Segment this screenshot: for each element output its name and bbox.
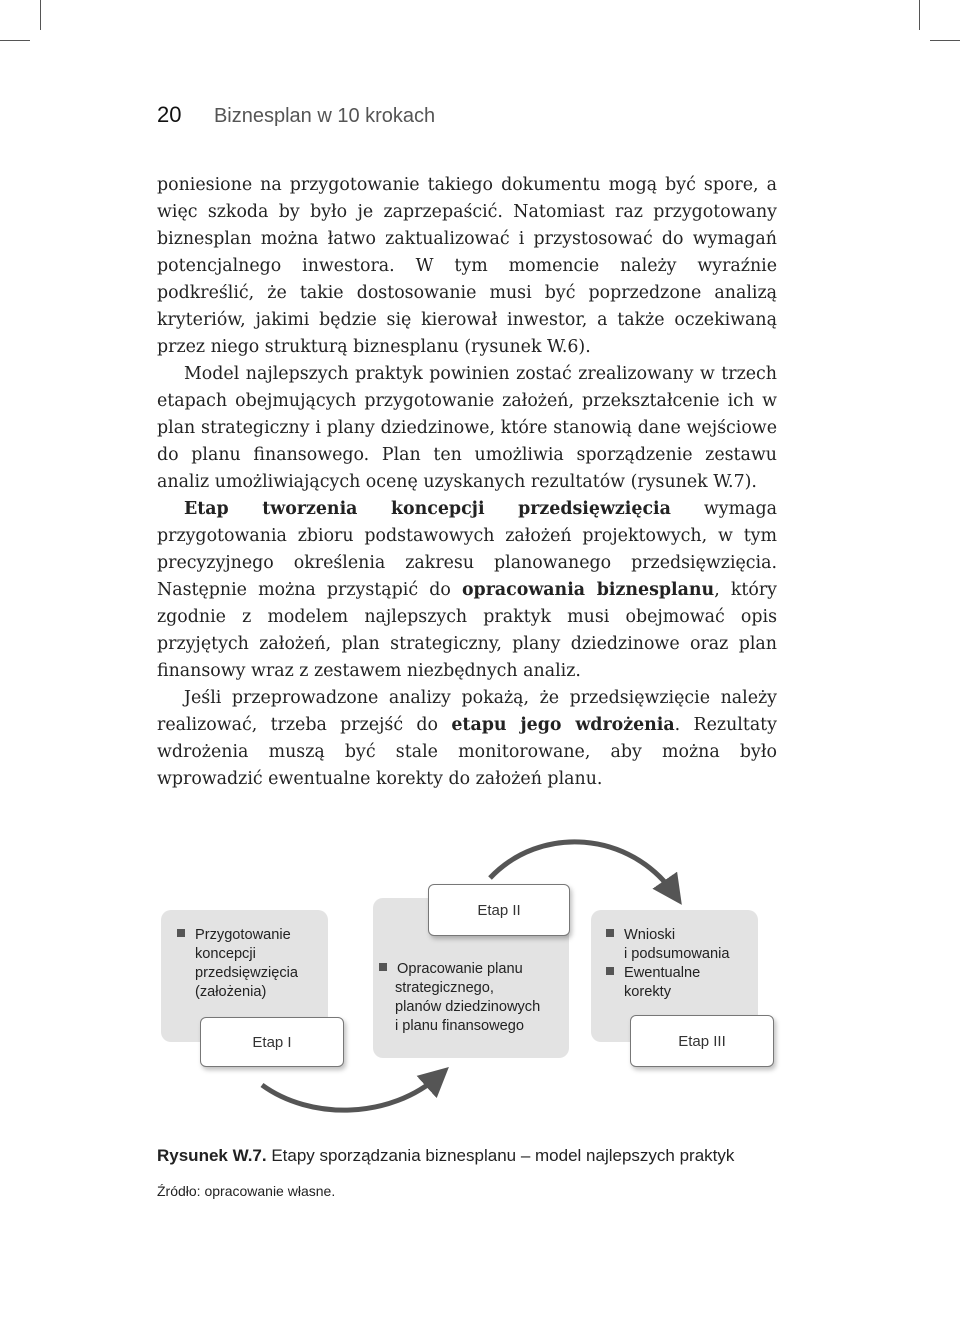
bullet-item: Opracowanie planu: [379, 960, 540, 979]
stage-1-bullets: [177, 926, 298, 1002]
page-number: 20: [157, 102, 182, 127]
bullet-text: koncepcji: [195, 946, 256, 962]
paragraph-text: Jeśli przeprowadzone analizy pokażą, że przedsięwzięcie należy realizować, trzeba przejść do: [157, 688, 777, 735]
bullet-item: Ewentualne: [606, 964, 729, 983]
crop-mark: [0, 40, 30, 41]
crop-mark: [930, 40, 960, 41]
paragraph-1: poniesione na przygotowanie takiego dokumentu mogą być spore, a więc szkoda by było je zaprzepaścić. Natomiast raz przygotowany biznesplan można łatwo zaktualizować i przystosować do wymagań potencjalnego inwestora. W tym momencie należy wyraźnie podkreślić, że takie dostosowanie musi być poprzedzone analizą kryteriów, jakimi będzie się kierował inwestor, a także oczekiwaną przez niego strukturą biznesplanu (rysunek W.6).: [157, 175, 777, 357]
stage-2-label: Etap II: [428, 884, 570, 936]
caption-label: Rysunek W.7.: [157, 1146, 267, 1165]
paragraph-text: , który zgodnie z modelem najlepszych praktyk musi obejmować opis przyjętych założeń, plan strategiczny, plany dziedzinowe oraz plan finansowy wraz z zestawem niezbędnych analiz.: [157, 580, 777, 681]
bullet-text: planów dziedzinowych: [395, 999, 541, 1015]
paragraph-4: [157, 685, 777, 793]
bullet-text: i podsumowania: [624, 946, 730, 962]
paragraph-3: [157, 496, 777, 685]
bold-term: opracowania biznesplanu: [461, 580, 715, 600]
bullet-text: i planu finansowego: [395, 1018, 525, 1034]
bold-term: Etap tworzenia koncepcji przedsięwzięcia: [184, 499, 671, 519]
bullet-text: strategicznego,: [395, 980, 494, 996]
body-text: [157, 172, 777, 793]
stage-3-label: Etap III: [630, 1015, 774, 1067]
bullet-text: przedsięwzięcia: [195, 965, 299, 981]
arrow-stage1-to-stage2: [262, 1075, 440, 1110]
stage-2-bullets: [379, 960, 540, 1036]
running-header: [157, 102, 435, 128]
bullet-item: Wnioski: [606, 926, 729, 945]
bold-term: etapu jego wdrożenia: [451, 715, 675, 735]
crop-mark: [40, 0, 41, 30]
square-bullet-icon: [606, 929, 614, 937]
square-bullet-icon: [606, 967, 614, 975]
bullet-item: Przygotowanie: [177, 926, 298, 945]
crop-mark: [919, 0, 920, 30]
paragraph-text: wymaga przygotowania zbioru podstawowych założeń projektowych, w tym precyzyjnego określenia zakresu planowanego przedsięwzięcia. Następnie można przystąpić do: [157, 499, 777, 600]
running-title: Biznesplan w 10 krokach: [213, 105, 436, 127]
square-bullet-icon: [177, 929, 185, 937]
bullet-text: korekty: [624, 984, 672, 1000]
figure-caption: [157, 1146, 734, 1166]
stage-1-label: Etap I: [200, 1017, 344, 1067]
bullet-text: (założenia): [195, 984, 267, 1000]
figure-source: Źródło: opracowanie własne.: [157, 1183, 336, 1199]
square-bullet-icon: [379, 963, 387, 971]
stage-3-bullets: [606, 926, 729, 1002]
caption-text: Etapy sporządzania biznesplanu – model najlepszych praktyk: [266, 1146, 735, 1165]
paragraph-2: Model najlepszych praktyk powinien zostać zrealizowany w trzech etapach obejmujących przygotowanie założeń, przekształcenie ich w plan strategiczny i plany dziedzinowe, które stanowią dane wejściowe do planu finansowego. Plan ten umożliwia sporządzenie zestawu analiz umożliwiających ocenę uzyskanych rezultatów (rysunek W.7).: [157, 364, 777, 492]
paragraph-text: . Rezultaty wdrożenia muszą być stale monitorowane, aby można było wprowadzić ewentualne korekty do założeń planu.: [157, 715, 777, 789]
